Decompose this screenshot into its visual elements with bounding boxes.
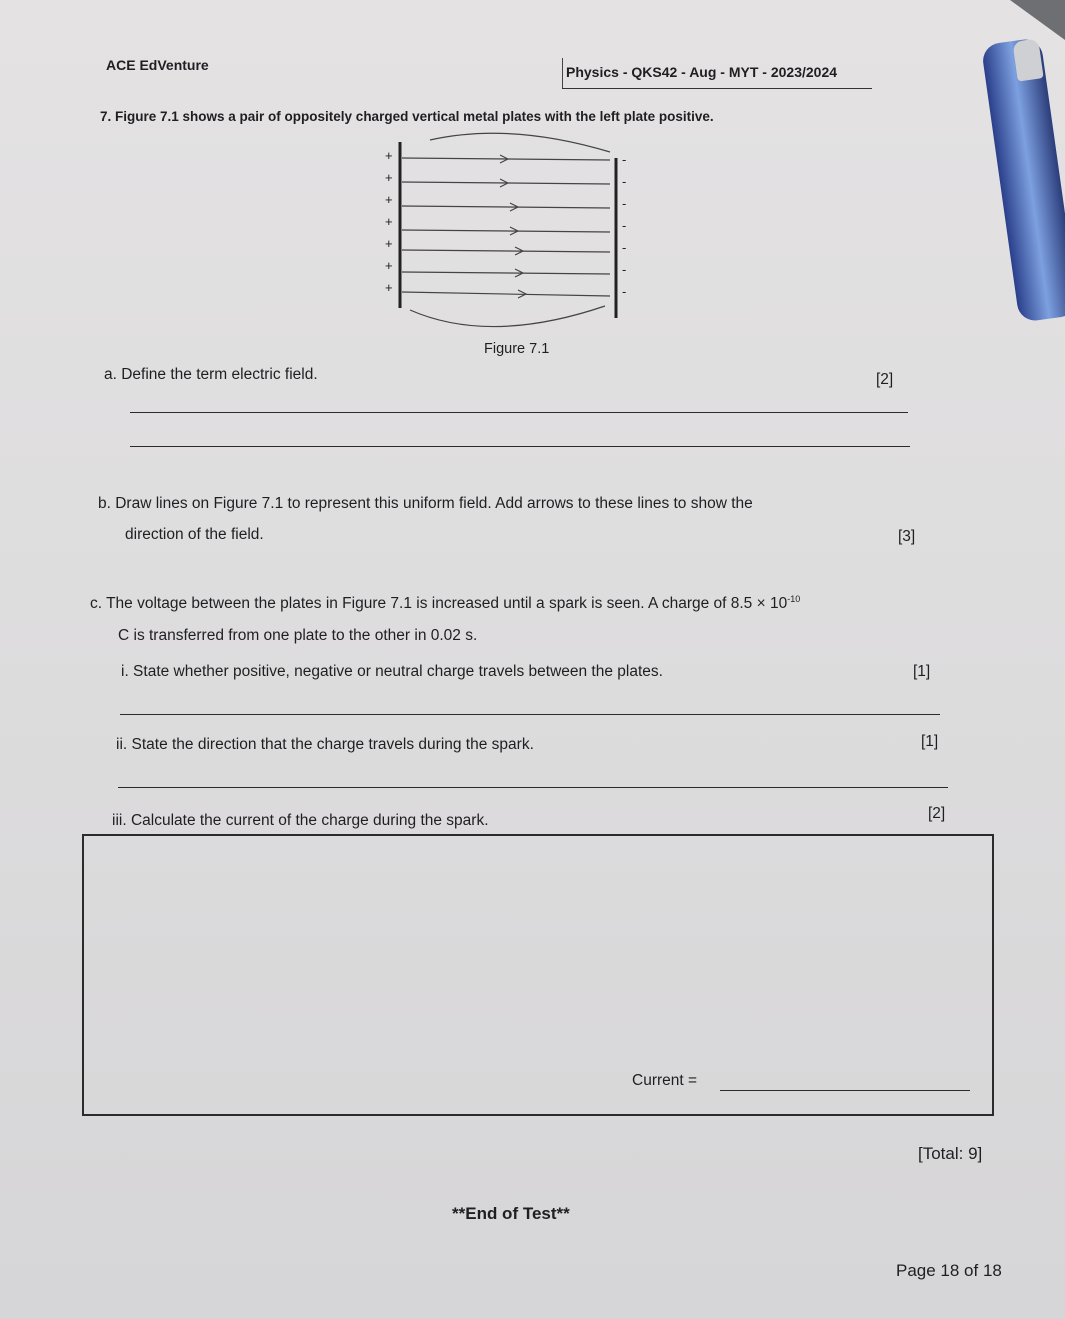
school-name: ACE EdVenture xyxy=(106,57,209,73)
current-label: Current = xyxy=(632,1072,698,1089)
question-intro: 7. Figure 7.1 shows a pair of oppositely charged vertical metal plates with the left plate positive. xyxy=(100,109,714,124)
minus-sign: - xyxy=(622,174,627,189)
minus-sign: - xyxy=(622,284,627,299)
answer-line[interactable] xyxy=(118,787,948,788)
part-c-question-line2: C is transferred from one plate to the other in 0.02 s. xyxy=(118,627,478,644)
plus-sign: + xyxy=(385,148,393,163)
plus-signs xyxy=(385,148,393,295)
minus-sign: - xyxy=(622,152,627,167)
field-lines xyxy=(402,133,610,326)
part-b-marks: [3] xyxy=(898,528,916,545)
answer-line[interactable] xyxy=(130,446,910,447)
part-c-question-line1 xyxy=(90,594,800,613)
minus-signs xyxy=(622,152,626,299)
answer-line[interactable] xyxy=(120,714,940,715)
part-a-marks: [2] xyxy=(876,371,894,388)
end-of-test: **End of Test** xyxy=(452,1204,570,1223)
field-arrows xyxy=(500,155,526,298)
charge-exponent: -10 xyxy=(787,594,801,604)
plus-sign: + xyxy=(385,192,393,207)
part-a-question: a. Define the term electric field. xyxy=(104,366,318,383)
header-divider xyxy=(562,58,563,88)
part-c-i-question: i. State whether positive, negative or neutral charge travels between the plates. xyxy=(121,663,663,680)
header-rule xyxy=(562,88,872,89)
figure-caption: Figure 7.1 xyxy=(484,341,550,357)
answer-line[interactable] xyxy=(130,412,908,413)
part-b-question-line1: b. Draw lines on Figure 7.1 to represent this uniform field. Add arrows to these lines to show the xyxy=(98,495,753,512)
plus-sign: + xyxy=(385,280,393,295)
total-marks: [Total: 9] xyxy=(918,1144,983,1163)
part-c-ii-marks: [1] xyxy=(921,733,939,750)
part-c-iii-question: iii. Calculate the current of the charge during the spark. xyxy=(112,812,489,829)
part-c-i-marks: [1] xyxy=(913,663,931,680)
part-c-ii-question: ii. State the direction that the charge travels during the spark. xyxy=(116,736,534,753)
minus-sign: - xyxy=(622,240,627,255)
figure-7-1 xyxy=(360,130,660,330)
plus-sign: + xyxy=(385,236,393,251)
plus-sign: + xyxy=(385,258,393,273)
plus-sign: + xyxy=(385,170,393,185)
minus-sign: - xyxy=(622,218,627,233)
minus-sign: - xyxy=(622,196,627,211)
current-answer-line[interactable] xyxy=(720,1090,970,1091)
minus-sign: - xyxy=(622,262,627,277)
part-c-iii-marks: [2] xyxy=(928,805,946,822)
working-box[interactable] xyxy=(82,834,994,1116)
paper-code: Physics - QKS42 - Aug - MYT - 2023/2024 xyxy=(566,64,838,80)
part-c-text: c. The voltage between the plates in Figure 7.1 is increased until a spark is seen. A charge of 8.5 × 10 xyxy=(90,595,788,613)
plus-sign: + xyxy=(385,214,393,229)
part-b-question-line2: direction of the field. xyxy=(125,526,264,543)
page-number: Page 18 of 18 xyxy=(896,1261,1002,1280)
